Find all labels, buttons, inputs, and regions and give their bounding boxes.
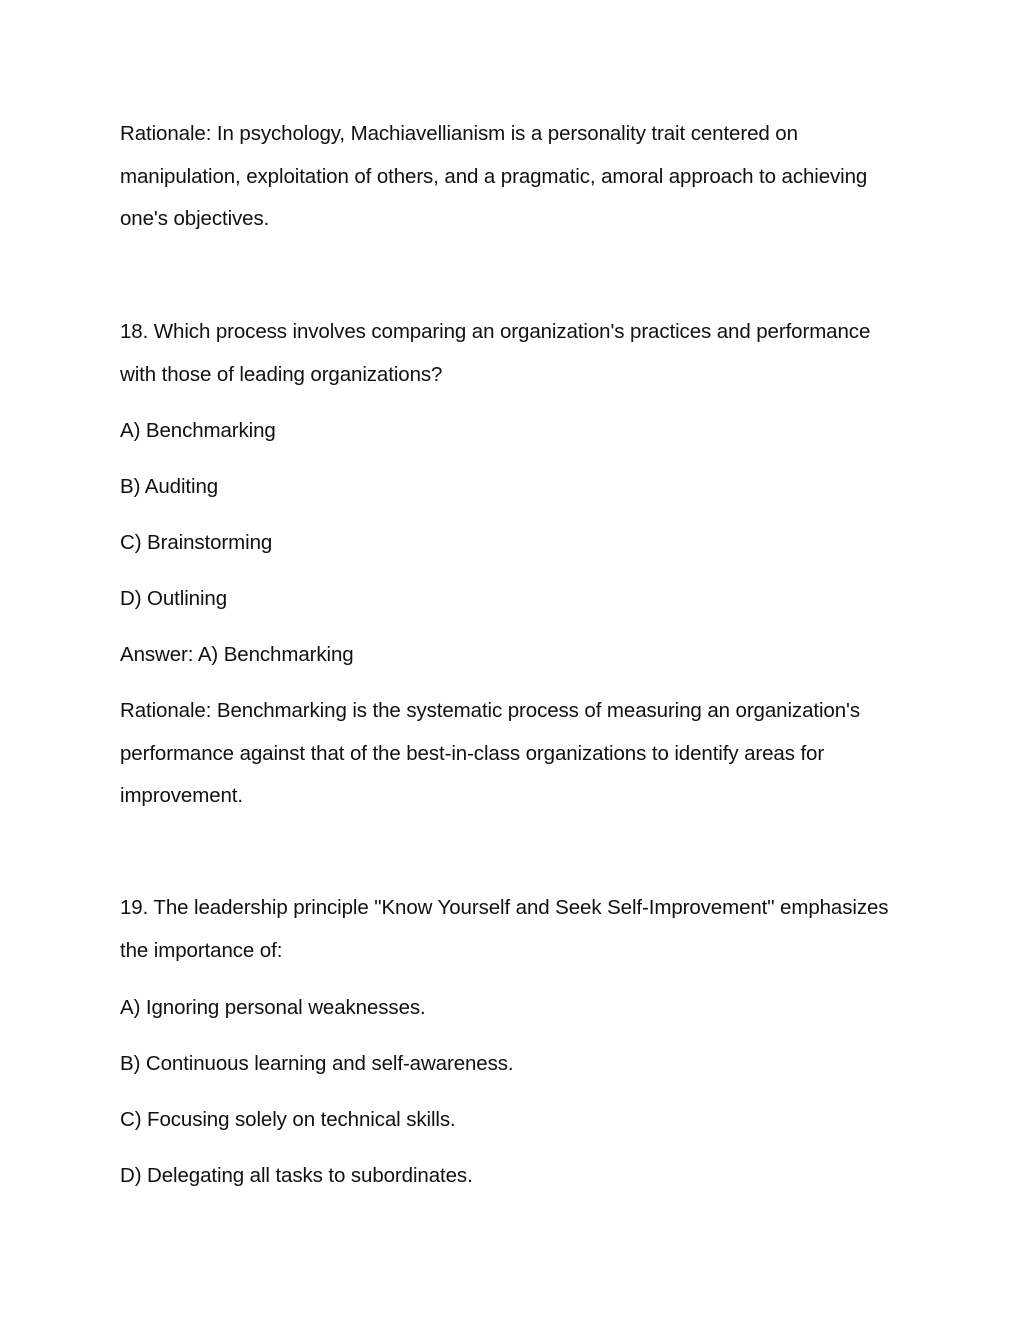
q17-rationale: Rationale: In psychology, Machiavellianism is a personality trait centered on manipulation, exploitation of others, and a pragmatic, amoral approach to achieving one's objectives. — [120, 122, 868, 230]
q18-option-c: C) Brainstorming — [120, 531, 273, 554]
q19-option-a: A) Ignoring personal weaknesses. — [120, 996, 426, 1019]
q18-rationale: Rationale: Benchmarking is the systematic process of measuring an organization's performance against that of the best-in-class organizations to identify areas for improvement. — [120, 699, 860, 807]
q18-question: 18. Which process involves comparing an organization's practices and performance with those of leading organizations? — [120, 320, 871, 386]
q19-option-b: B) Continuous learning and self-awareness. — [120, 1052, 514, 1075]
q19-option-c: C) Focusing solely on technical skills. — [120, 1108, 456, 1131]
q18-option-d: D) Outlining — [120, 587, 228, 610]
q19-question: 19. The leadership principle "Know Yourself and Seek Self-Improvement" emphasizes the importance of: — [120, 896, 889, 962]
q19-option-d: D) Delegating all tasks to subordinates. — [120, 1164, 473, 1187]
q18-answer: Answer: A) Benchmarking — [120, 643, 354, 666]
q18-option-b: B) Auditing — [120, 475, 219, 498]
q18-option-a: A) Benchmarking — [120, 419, 276, 442]
